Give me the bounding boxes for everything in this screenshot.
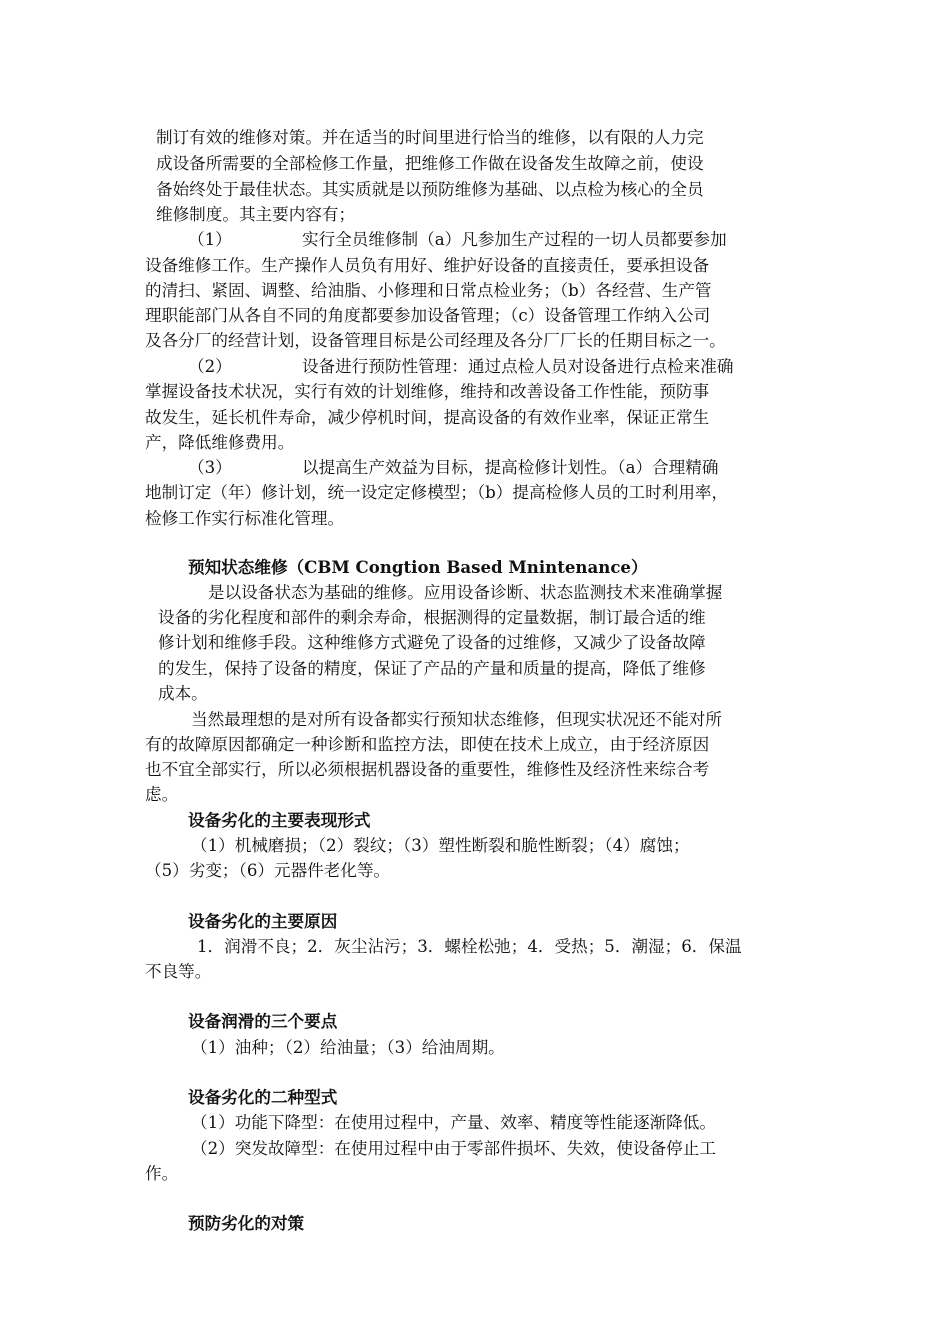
paragraph-line: 故发生，延长机件寿命，减少停机时间，提高设备的有效作业率，保证正常生 bbox=[145, 408, 710, 427]
paragraph-line: 有的故障原因都确定一种诊断和监控方法，即使在技术上成立，由于经济原因 bbox=[145, 735, 710, 754]
paragraph-line: 作。 bbox=[145, 1164, 179, 1183]
paragraph-line: 不良等。 bbox=[145, 962, 212, 981]
paragraph-line: 当然最理想的是对所有设备都实行预知状态维修，但现实状况还不能对所 bbox=[191, 710, 722, 729]
paragraph-line: 1．润滑不良；2．灰尘沾污；3．螺栓松弛；4．受热；5．潮湿；6．保温 bbox=[197, 937, 742, 956]
paragraph-line: 及各分厂的经营计划，设备管理目标是公司经理及各分厂厂长的任期目标之一。 bbox=[145, 331, 726, 350]
paragraph-line: （5）劣变；（6）元器件老化等。 bbox=[145, 861, 391, 880]
paragraph-line: 检修工作实行标准化管理。 bbox=[145, 509, 345, 528]
paragraph-line: 的发生，保持了设备的精度，保证了产品的产量和质量的提高，降低了维修 bbox=[158, 659, 706, 678]
section-heading: 设备劣化的主要表现形式 bbox=[188, 810, 371, 830]
paragraph-line: 设备维修工作。生产操作人员负有用好、维护好设备的直接责任，要承担设备 bbox=[145, 256, 710, 275]
section-heading: 预知状态维修（CBM Congtion Based Mnintenance） bbox=[188, 557, 648, 577]
paragraph-line: 维修制度。其主要内容有； bbox=[156, 205, 356, 224]
section-heading: 设备劣化的二种型式 bbox=[188, 1087, 338, 1107]
paragraph-line: 设备的劣化程度和部件的剩余寿命，根据测得的定量数据，制订最合适的维 bbox=[158, 608, 706, 627]
paragraph-line: 设备进行预防性管理：通过点检人员对设备进行点检来准确 bbox=[302, 357, 734, 376]
paragraph-line: 掌握设备技术状况，实行有效的计划维修，维持和改善设备工作性能，预防事 bbox=[145, 382, 710, 401]
paragraph-line: 的清扫、紧固、调整、给油脂、小修理和日常点检业务；（b）各经营、生产管 bbox=[145, 281, 712, 300]
paragraph-line: 以提高生产效益为目标，提高检修计划性。（a）合理精确 bbox=[302, 458, 719, 477]
paragraph-line: 理职能部门从各自不同的角度都要参加设备管理；（c）设备管理工作纳入公司 bbox=[145, 306, 711, 325]
section-heading: 预防劣化的对策 bbox=[188, 1213, 305, 1233]
paragraph-line: 虑。 bbox=[145, 785, 179, 804]
section-heading: 设备劣化的主要原因 bbox=[188, 911, 338, 931]
paragraph-line: 制订有效的维修对策。并在适当的时间里进行恰当的维修，以有限的人力完 bbox=[156, 128, 704, 147]
paragraph-line: （1）油种；（2）给油量；（3）给油周期。 bbox=[191, 1038, 505, 1057]
paragraph-line: 实行全员维修制（a）凡参加生产过程的一切人员都要参加 bbox=[302, 230, 727, 249]
list-number: （3） bbox=[188, 458, 232, 477]
paragraph-line: 是以设备状态为基础的维修。应用设备诊断、状态监测技术来准确掌握 bbox=[208, 583, 723, 602]
paragraph-line: 地制订定（年）修计划，统一设定定修模型；（b）提高检修人员的工时利用率， bbox=[145, 483, 729, 502]
paragraph-line: （1）功能下降型：在使用过程中，产量、效率、精度等性能逐渐降低。 bbox=[191, 1113, 716, 1132]
paragraph-line: 成设备所需要的全部检修工作量，把维修工作做在设备发生故障之前，使设 bbox=[156, 154, 704, 173]
paragraph-line: 备始终处于最佳状态。其实质就是以预防维修为基础、以点检为核心的全员 bbox=[156, 180, 704, 199]
paragraph-line: 成本。 bbox=[158, 684, 208, 703]
paragraph-line: 产，降低维修费用。 bbox=[145, 433, 295, 452]
paragraph-line: （2）突发故障型：在使用过程中由于零部件损坏、失效，使设备停止工 bbox=[191, 1139, 716, 1158]
paragraph-line: 修计划和维修手段。这种维修方式避免了设备的过维修，又减少了设备故障 bbox=[158, 633, 706, 652]
section-heading: 设备润滑的三个要点 bbox=[188, 1011, 338, 1031]
paragraph-line: 也不宜全部实行，所以必须根据机器设备的重要性，维修性及经济性来综合考 bbox=[145, 760, 710, 779]
list-number: （1） bbox=[188, 230, 232, 249]
list-number: （2） bbox=[188, 357, 232, 376]
paragraph-line: （1）机械磨损；（2）裂纹；（3）塑性断裂和脆性断裂；（4）腐蚀； bbox=[191, 836, 690, 855]
